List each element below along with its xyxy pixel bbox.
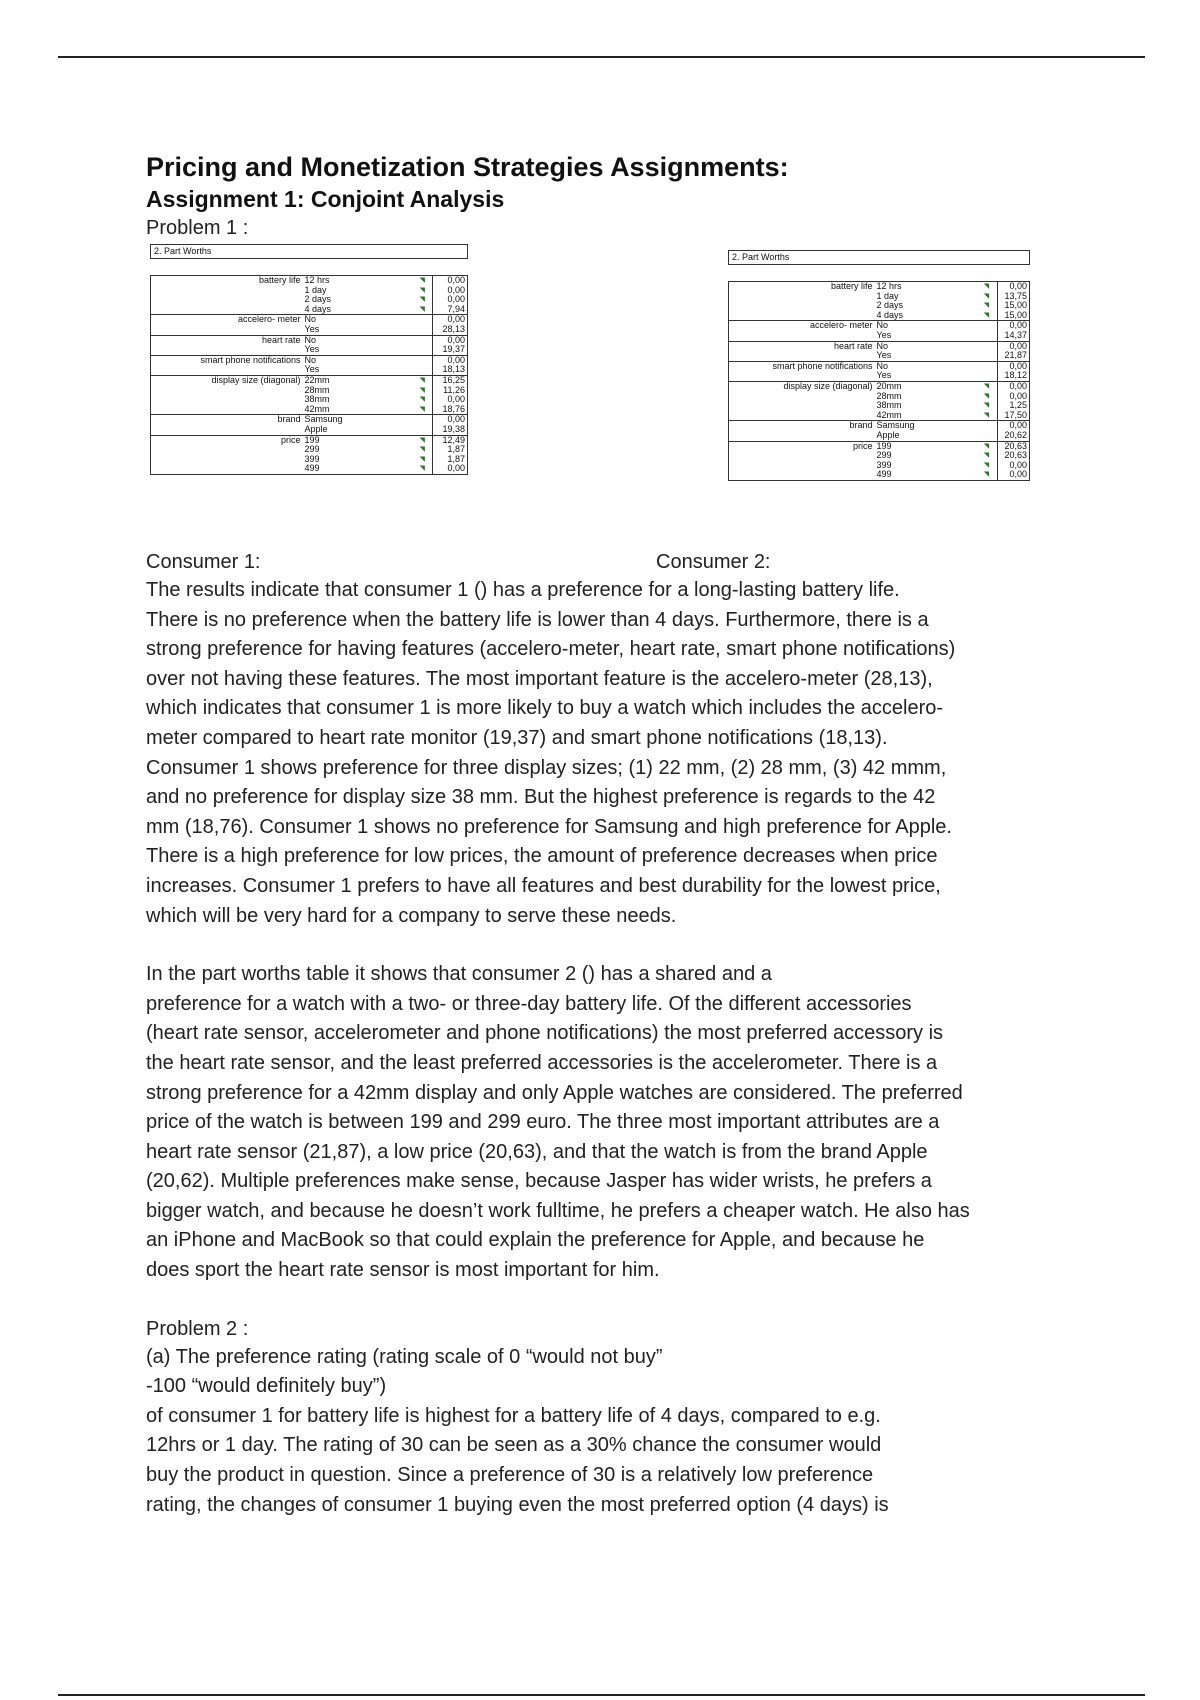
attribute-group	[151, 356, 467, 376]
consumer-labels	[146, 548, 1056, 576]
level-label: 199	[876, 440, 892, 451]
flag-icon: ◥	[983, 461, 990, 469]
level-label: 12 hrs	[876, 281, 902, 291]
table-row	[151, 405, 467, 415]
table-row	[151, 325, 467, 335]
part-worth-value: 20,62	[997, 431, 1029, 441]
text-line: which indicates that consumer 1 is more likely to buy a watch which includes the accelero-	[146, 697, 944, 720]
consumer1-label: Consumer 1:	[146, 551, 261, 573]
level-label: No	[304, 354, 317, 365]
part-worth-value: 7,94	[432, 305, 467, 315]
attribute-name: battery life	[831, 281, 873, 291]
part-worth-value: 13,75	[997, 292, 1029, 302]
table-header: 2. Part Worths	[150, 244, 468, 259]
text-line: The results indicate that consumer 1 () has a preference for a long-lasting battery life.	[146, 579, 900, 601]
flag-icon	[412, 365, 432, 375]
attribute-group	[729, 342, 1029, 362]
attribute-name: battery life	[258, 275, 301, 285]
part-worth-value: 1,87	[432, 455, 467, 465]
text-line: Consumer 1 shows preference for three display sizes; (1) 22 mm, (2) 28 mm, (3) 42 mmm,	[146, 756, 947, 779]
attribute-name	[729, 461, 877, 471]
part-worth-value: 21,87	[997, 351, 1029, 361]
text-line: heart rate sensor (21,87), a low price (20,63), and that the watch is from the brand Apple	[146, 1140, 928, 1163]
flag-icon: ◥	[983, 402, 990, 410]
part-worth-value: 0,00	[997, 392, 1029, 402]
table-row	[151, 345, 467, 355]
text-line: rating, the changes of consumer 1 buying even the most preferred option (4 days) is	[146, 1493, 889, 1516]
level-label: 299	[304, 444, 320, 455]
attribute-name	[151, 386, 305, 396]
attribute-name	[729, 351, 877, 361]
level-label: Yes	[876, 329, 892, 340]
attribute-name	[151, 365, 305, 375]
attribute-name	[151, 305, 305, 315]
flag-icon	[976, 342, 998, 352]
attribute-name	[151, 405, 305, 415]
flag-icon: ◥	[419, 446, 425, 454]
attribute-name	[151, 445, 305, 455]
problem1-label: Problem 1 :	[146, 217, 249, 239]
attribute-name	[151, 345, 305, 355]
flag-icon: ◥	[419, 376, 425, 384]
table-grid	[728, 281, 1030, 481]
flag-icon: ◥	[419, 286, 425, 294]
flag-icon: ◥	[983, 471, 990, 479]
flag-icon: ◥	[419, 405, 425, 413]
attribute-group	[151, 436, 467, 474]
table-header: 2. Part Worths	[728, 250, 1030, 265]
level-label: 299	[876, 450, 892, 461]
level-label: No	[876, 320, 889, 331]
problem2-label: Problem 2 :	[146, 1317, 249, 1340]
flag-icon	[412, 415, 432, 425]
attribute-group	[151, 315, 467, 335]
table-row	[151, 305, 467, 315]
table-row	[729, 311, 1029, 321]
text-line: meter compared to heart rate monitor (19,37) and smart phone notifications (18,13).	[146, 726, 888, 749]
flag-icon	[976, 371, 998, 381]
flag-icon: ◥	[419, 386, 425, 394]
consumer2-analysis	[146, 960, 1056, 1286]
text-line: mm (18,76). Consumer 1 shows no preference for Samsung and high preference for Apple.	[146, 815, 952, 838]
attribute-name: display size (diagonal)	[211, 374, 301, 385]
level-label: No	[304, 314, 317, 325]
level-label: Samsung	[876, 420, 915, 431]
attribute-name	[729, 301, 877, 311]
level-label: 499	[876, 469, 892, 480]
flag-icon: ◥	[419, 396, 425, 404]
part-worth-value: 18,76	[432, 405, 467, 415]
attribute-name: brand	[277, 414, 301, 425]
text-line: In the part worths table it shows that consumer 2 () has a shared and a	[146, 963, 772, 986]
attribute-name	[729, 331, 877, 341]
flag-icon	[412, 315, 432, 325]
level-label: Apple	[876, 429, 900, 440]
flag-icon: ◥	[983, 392, 990, 400]
flag-icon	[976, 351, 998, 361]
text-line: which will be very hard for a company to serve these needs.	[146, 904, 677, 927]
attribute-group	[729, 421, 1029, 441]
attribute-name	[729, 411, 877, 421]
part-worths-table-consumer2	[728, 250, 1030, 481]
document-title: Pricing and Monetization Strategies Assignments:	[146, 152, 789, 182]
part-worth-value: 12,49	[432, 436, 467, 446]
text-line: (a) The preference rating (rating scale of 0 “would not buy”	[146, 1345, 663, 1368]
part-worth-value: 0,00	[997, 421, 1029, 431]
attribute-name	[151, 464, 305, 474]
part-worth-value: 0,00	[432, 315, 467, 325]
attribute-name	[151, 425, 305, 435]
attribute-group	[729, 321, 1029, 341]
level-label: No	[876, 360, 889, 371]
text-line: There is no preference when the battery life is lower than 4 days. Furthermore, there is a	[146, 608, 929, 631]
level-label: 4 days	[876, 309, 904, 320]
text-line: preference for a watch with a two- or three-day battery life. Of the different accessories	[146, 992, 912, 1015]
part-worth-value: 0,00	[432, 395, 467, 405]
flag-icon: ◥	[419, 465, 425, 473]
part-worth-value: 28,13	[432, 325, 467, 335]
level-label: Yes	[304, 344, 320, 355]
flag-icon: ◥	[983, 382, 990, 390]
part-worth-value: 0,00	[997, 282, 1029, 292]
text-line: (heart rate sensor, accelerometer and phone notifications) the most preferred accessory is	[146, 1022, 944, 1045]
consumer1-analysis	[146, 576, 1056, 931]
text-line: strong preference for having features (accelero-meter, heart rate, smart phone notifications)	[146, 638, 956, 661]
level-label: Apple	[304, 423, 328, 434]
text-line: the heart rate sensor, and the least preferred accessories is the accelerometer. There is a	[146, 1051, 938, 1074]
part-worth-value: 20,63	[997, 451, 1029, 461]
level-label: 42mm	[876, 409, 902, 420]
attribute-name: smart phone notifications	[772, 360, 873, 371]
attribute-name: accelero- meter	[810, 320, 873, 331]
part-worth-value: 11,26	[432, 386, 467, 396]
part-worth-value: 0,00	[432, 295, 467, 305]
flag-icon: ◥	[419, 305, 425, 313]
attribute-group	[151, 376, 467, 415]
attribute-name	[729, 431, 877, 441]
text-line: strong preference for a 42mm display and only Apple watches are considered. The preferred	[146, 1081, 963, 1104]
text-line: buy the product in question. Since a preference of 30 is a relatively low preference	[146, 1464, 874, 1487]
part-worth-value: 18,13	[432, 365, 467, 375]
text-line: increases. Consumer 1 prefers to have all features and best durability for the lowest price,	[146, 874, 941, 897]
part-worth-value: 1,87	[432, 445, 467, 455]
text-line: an iPhone and MacBook so that could explain the preference for Apple, and because he	[146, 1229, 925, 1252]
attribute-name	[729, 470, 877, 480]
flag-icon	[976, 362, 998, 372]
part-worth-value: 17,50	[997, 411, 1029, 421]
table-row	[729, 351, 1029, 361]
part-worth-value: 0,00	[997, 461, 1029, 471]
level-label: 399	[876, 459, 892, 470]
table-row	[729, 331, 1029, 341]
attribute-group	[729, 382, 1029, 421]
part-worth-value: 0,00	[432, 415, 467, 425]
attribute-name	[151, 325, 305, 335]
table-row	[729, 431, 1029, 441]
flag-icon: ◥	[983, 452, 990, 460]
table-row	[151, 425, 467, 435]
part-worth-value: 0,00	[432, 336, 467, 346]
attribute-group	[729, 362, 1029, 382]
level-label: Yes	[304, 364, 320, 375]
level-label: Samsung	[304, 414, 343, 425]
attribute-name	[151, 455, 305, 465]
part-worth-value: 15,00	[997, 311, 1029, 321]
attribute-name	[151, 286, 305, 296]
attribute-name: price	[853, 440, 873, 451]
text-line: does sport the heart rate sensor is most important for him.	[146, 1259, 660, 1282]
part-worth-value: 16,25	[432, 376, 467, 386]
table-row	[151, 365, 467, 375]
part-worth-value: 18,12	[997, 371, 1029, 381]
level-label: 399	[304, 453, 320, 464]
table-grid	[150, 275, 468, 475]
attribute-name	[729, 311, 877, 321]
attribute-name: heart rate	[834, 340, 873, 351]
part-worths-table-consumer1	[150, 244, 468, 475]
part-worth-value: 20,63	[997, 442, 1029, 452]
attribute-name: accelero- meter	[237, 314, 301, 325]
attribute-name: display size (diagonal)	[783, 380, 873, 391]
level-label: 22mm	[304, 374, 330, 385]
part-worth-value: 0,00	[432, 464, 467, 474]
attribute-group	[151, 336, 467, 356]
part-worth-value: 15,00	[997, 301, 1029, 311]
bottom-rule	[58, 1694, 1145, 1696]
flag-icon: ◥	[419, 455, 425, 463]
consumer2-label: Consumer 2:	[656, 551, 771, 573]
level-label: 28mm	[304, 384, 330, 395]
level-label: 28mm	[876, 390, 902, 401]
text-line: price of the watch is between 199 and 299 euro. The three most important attributes are a	[146, 1111, 940, 1134]
problem2-answer	[146, 1343, 1056, 1521]
level-label: Yes	[876, 370, 892, 381]
top-rule	[58, 56, 1145, 58]
level-label: No	[304, 334, 317, 345]
part-worth-value: 1,25	[997, 401, 1029, 411]
flag-icon	[412, 325, 432, 335]
attribute-group	[151, 415, 467, 435]
part-worth-value: 0,00	[997, 321, 1029, 331]
level-label: 42mm	[304, 403, 330, 414]
level-label: 2 days	[304, 294, 332, 305]
flag-icon	[976, 331, 998, 341]
table-row	[729, 371, 1029, 381]
text-line: 12hrs or 1 day. The rating of 30 can be seen as a 30% chance the consumer would	[146, 1434, 882, 1457]
text-line: -100 “would definitely buy”)	[146, 1375, 387, 1398]
attribute-name	[729, 392, 877, 402]
part-worth-value: 0,00	[432, 286, 467, 296]
flag-icon	[976, 431, 998, 441]
attribute-name	[729, 292, 877, 302]
text-line: over not having these features. The most important feature is the accelero-meter (28,13),	[146, 667, 933, 690]
attribute-name	[729, 371, 877, 381]
flag-icon	[976, 421, 998, 431]
attribute-name: price	[281, 434, 301, 445]
part-worth-value: 0,00	[997, 470, 1029, 480]
attribute-name	[729, 451, 877, 461]
attribute-name	[151, 395, 305, 405]
level-label: 1 day	[876, 290, 899, 301]
attribute-name: heart rate	[261, 334, 301, 345]
part-worth-value: 14,37	[997, 331, 1029, 341]
level-label: 38mm	[876, 400, 902, 411]
attribute-name	[151, 295, 305, 305]
attribute-group	[729, 282, 1029, 321]
attribute-group	[729, 442, 1029, 480]
part-worth-value: 0,00	[432, 276, 467, 286]
part-worth-value: 0,00	[997, 382, 1029, 392]
text-line: (20,62). Multiple preferences make sense, because Jasper has wider wrists, he prefers a	[146, 1170, 932, 1193]
table-row	[729, 411, 1029, 421]
part-worth-value: 0,00	[997, 362, 1029, 372]
part-worth-value: 19,37	[432, 345, 467, 355]
level-label: Yes	[304, 323, 320, 334]
flag-icon: ◥	[983, 411, 990, 419]
level-label: 38mm	[304, 394, 330, 405]
level-label: 2 days	[876, 300, 904, 311]
attribute-group	[151, 276, 467, 315]
flag-icon	[412, 425, 432, 435]
flag-icon	[412, 336, 432, 346]
attribute-name	[729, 401, 877, 411]
flag-icon: ◥	[983, 442, 990, 450]
text-line: of consumer 1 for battery life is highest for a battery life of 4 days, compared to e.g.	[146, 1404, 881, 1427]
level-label: 499	[304, 463, 320, 474]
text-line: There is a high preference for low prices, the amount of preference decreases when price	[146, 845, 938, 868]
level-label: Yes	[876, 350, 892, 361]
level-label: 12 hrs	[304, 275, 330, 285]
document-body	[146, 150, 1056, 1520]
table-row	[151, 464, 467, 474]
flag-icon	[412, 356, 432, 366]
part-worth-value: 0,00	[432, 356, 467, 366]
level-label: 199	[304, 434, 320, 445]
flag-icon: ◥	[983, 311, 990, 319]
flag-icon: ◥	[983, 283, 990, 290]
flag-icon: ◥	[419, 277, 425, 284]
flag-icon: ◥	[983, 302, 990, 310]
text-line: and no preference for display size 38 mm. But the highest preference is regards to the 42	[146, 786, 936, 809]
flag-icon: ◥	[983, 292, 990, 300]
level-label: 20mm	[876, 380, 902, 391]
flag-icon	[412, 345, 432, 355]
level-label: No	[876, 340, 889, 351]
flag-icon: ◥	[419, 296, 425, 304]
attribute-name: brand	[849, 420, 873, 431]
level-label: 4 days	[304, 303, 332, 314]
flag-icon	[976, 321, 998, 331]
text-line: bigger watch, and because he doesn’t work fulltime, he prefers a cheaper watch. He also has	[146, 1199, 970, 1222]
level-label: 1 day	[304, 284, 327, 295]
part-worths-tables	[146, 242, 1056, 548]
part-worth-value: 19,38	[432, 425, 467, 435]
attribute-name: smart phone notifications	[200, 354, 301, 365]
table-row	[729, 470, 1029, 480]
part-worth-value: 0,00	[997, 342, 1029, 352]
flag-icon: ◥	[419, 436, 425, 444]
assignment-heading: Assignment 1: Conjoint Analysis	[146, 186, 505, 212]
